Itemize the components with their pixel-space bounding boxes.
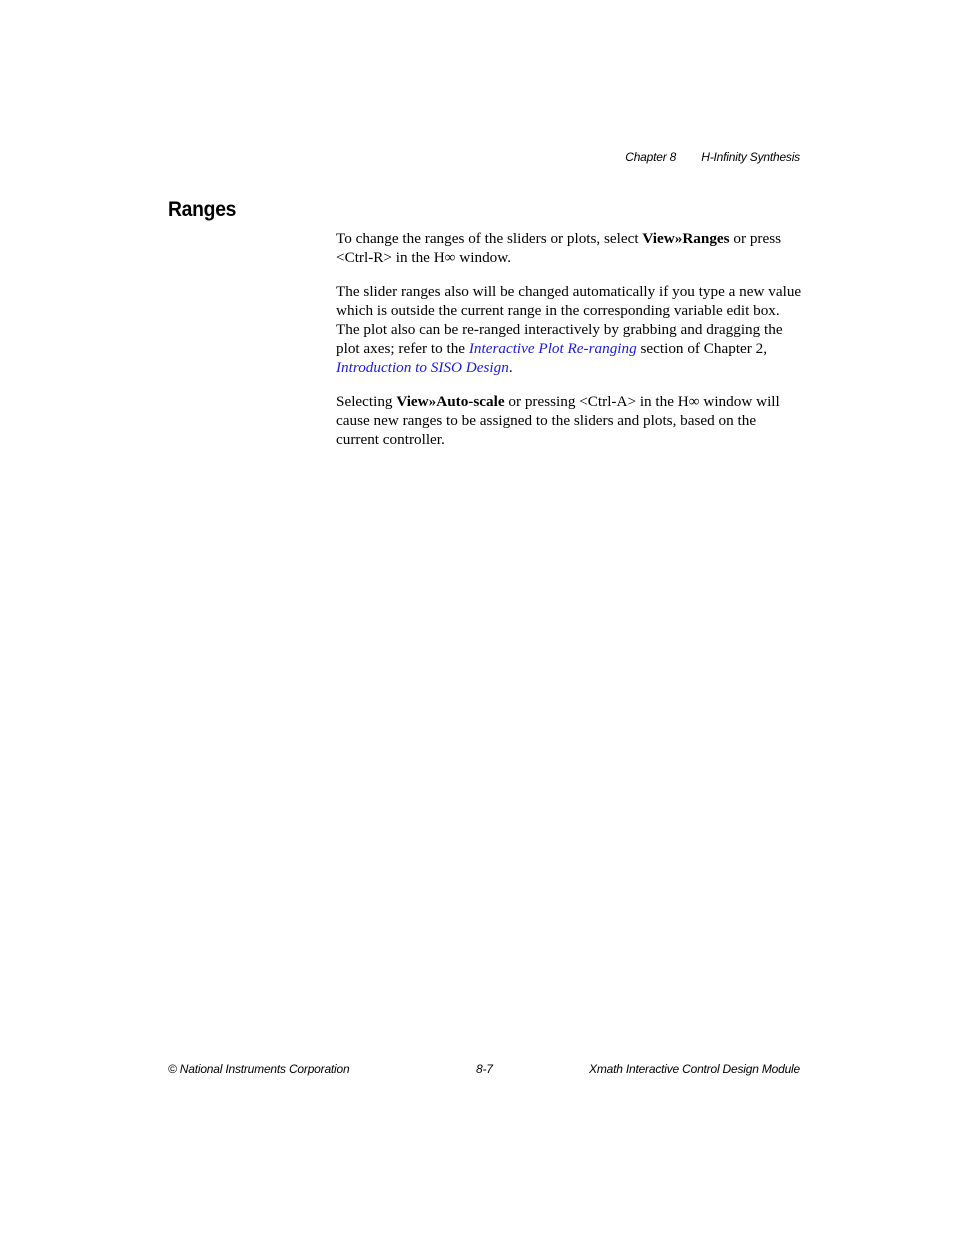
introduction-siso-design-link[interactable]: Introduction to SISO Design — [336, 359, 509, 376]
p2-text-c: . — [508, 359, 513, 376]
header-chapter-title: H-Infinity Synthesis — [701, 150, 800, 164]
header-chapter: Chapter 8 — [625, 150, 677, 164]
p1-text-b: or press <Ctrl-R> in the H∞ window. — [336, 230, 782, 266]
footer-copyright: © National Instruments Corporation — [168, 1062, 350, 1076]
paragraph-slider-ranges — [336, 282, 802, 377]
p2-text-a: The slider ranges also will be changed automatically if you type a new value which is outside the current range in the corresponding variable edit box. The plot also can be re-ranged interactively by grabbing and dragging the plot axes; refer to the — [336, 283, 802, 357]
paragraph-ranges-shortcut — [336, 229, 802, 267]
p1-text-a: To change the ranges of the sliders or plots, select — [336, 230, 643, 247]
p2-text-b: section of Chapter 2, — [636, 340, 768, 357]
running-header — [625, 150, 800, 164]
paragraph-auto-scale — [336, 392, 802, 449]
body-column — [336, 229, 802, 464]
interactive-plot-reranging-link[interactable]: Interactive Plot Re-ranging — [468, 340, 637, 357]
section-heading: Ranges — [168, 198, 237, 221]
p3-text-a: Selecting — [336, 393, 397, 410]
p3-text-b: or pressing <Ctrl-A> in the H∞ window will cause new ranges to be assigned to the sliders and plots, based on the current controller. — [336, 393, 780, 448]
view-ranges-menu-path: View»Ranges — [642, 230, 730, 247]
footer-page-number: 8-7 — [476, 1062, 493, 1076]
view-autoscale-menu-path: View»Auto-scale — [396, 393, 505, 410]
footer-manual-title: Xmath Interactive Control Design Module — [589, 1062, 800, 1076]
